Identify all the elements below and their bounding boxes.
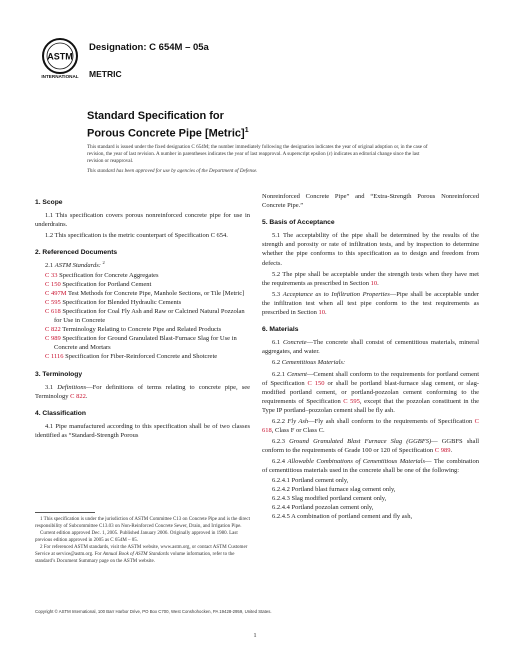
reference-item: C 497M Test Methods for Concrete Pipe, Manhole Sections, or Tile [Metric] (45, 289, 245, 297)
paragraph-6-2-2: 6.2.2 Fly Ash—Fly ash shall conform to the requirements of Specification C 618, Class F or Class C. (262, 417, 480, 435)
document-title (87, 110, 249, 141)
paragraph-3-1: 3.1 Definitions—For definitions of terms relating to concrete pipe, see Terminology C 822. (35, 383, 250, 400)
reference-link[interactable]: C 595 (45, 298, 61, 306)
footnotes (35, 517, 250, 566)
footnote-1: 1 This specification is under the jurisdiction of ASTM Committee C13 on Concrete Pipe and is the direct responsibility of Subcommittee C13.03 on Non-Reinforced Concrete Sewer, Drain, and Irrigation Pipe. (35, 517, 251, 529)
c618-link[interactable]: C 618 (262, 417, 480, 435)
paragraph-6-2-4: 6.2.4 Allowable Combinations of Cementitious Materials— The combination of cementitious materials used in the concrete shall be one of the following: (262, 458, 480, 475)
logo-subtext: INTERNATIONAL (41, 74, 79, 79)
reference-link[interactable]: C 497M (45, 289, 67, 297)
title-line-1: Standard Specification for (87, 110, 224, 122)
paragraph-6-2: 6.2 Cementitious Materials: (272, 359, 346, 367)
paragraph-1-2: 1.2 This specification is the metric counterpart of Specification C 654. (45, 232, 228, 240)
combination-item: 6.2.4.1 Portland cement only, (272, 476, 349, 484)
section-10-link[interactable]: 10 (318, 309, 325, 317)
section-3-heading: 3. Terminology (35, 370, 83, 378)
reference-item: C 618 Specification for Coal Fly Ash and Raw or Calcined Natural Pozzolan for Use in Concrete (45, 307, 245, 325)
reference-item: C 822 Terminology Relating to Concrete Pipe and Related Products (45, 326, 222, 334)
section-1-heading: 1. Scope (35, 199, 63, 206)
section-10-link[interactable]: 10 (370, 279, 378, 287)
reference-link[interactable]: C 989 (45, 335, 61, 343)
reference-item: C 33 Specification for Concrete Aggregates (45, 271, 159, 279)
paragraph-5-1: 5.1 The acceptability of the pipe shall be determined by the results of the strength and porosity or rate of infiltration tests, and by inspection to determine whether the pipe conforms to this specification as to design and freedom from defects. (262, 232, 479, 267)
paragraph-6-1: 6.1 Concrete—The concrete shall consist of cementitious materials, mineral aggregates, and water. (262, 339, 479, 356)
paragraph-2-1: 2.1 ASTM Standards: $^2$ (45, 260, 105, 270)
reference-item: C 989 Specification for Ground Granulated Blast-Furnace Slag for Use in Concrete and Mortars (45, 335, 237, 352)
page-number: 1 (253, 632, 257, 639)
paragraph-4-1: 4.1 Pipe manufactured according to this specification shall be of two classes identified as “Standard-Strength Porous (35, 422, 250, 439)
metric-label: METRIC (89, 69, 122, 79)
footnote-1-edition: Current edition approved Dec. 1, 2005. Published January 2006. Originally approved in 1980. Last previous edition approved in 2005 as C 654M – 05. (35, 531, 238, 543)
reference-link[interactable]: C 150 (45, 280, 61, 288)
section-2-heading: 2. Referenced Documents (35, 249, 118, 257)
c989-link[interactable]: C 989 (434, 447, 451, 455)
paragraph-6-2-3: 6.2.3 Ground Granulated Blast Furnace Slag (GGBFS)— GGBFS shall conform to the requirements of Grade 100 or 120 of Specification C 989. (262, 438, 479, 455)
issuance-paragraph: This standard is issued under the fixed designation C 654M; the number immediately following the designation indicates the year of original adoption or, in the case of revision, the year of last revision. A number in parentheses indicates the year of last reapproval. A superscript epsilon (ε) indicates an editorial change since the last revision or reapproval. (87, 144, 428, 165)
combination-item: 6.2.4.4 Portland pozzolan cement only, (272, 503, 374, 511)
combination-item: 6.2.4.2 Portland blast furnace slag cement only, (272, 485, 396, 493)
reference-item: C 1116 Specification for Fiber-Reinforced Concrete and Shotcrete (45, 353, 218, 361)
issuance-notice (87, 144, 437, 178)
combination-item: 6.2.4.5 A combination of portland cement and fly ash, (272, 512, 413, 520)
reference-item: C 595 Specification for Blended Hydraulic Cements (45, 298, 182, 306)
paragraph-4-1-continued: Nonreinforced Concrete Pipe” and “Extra-Strength Porous Nonreinforced Concrete Pipe.” (262, 193, 479, 210)
designation: Designation: C 654M – 05a (89, 42, 209, 53)
title-footnote-mark: 1 (244, 126, 249, 134)
paragraph-1-1: 1.1 This specification covers porous nonreinforced concrete pipe for use in underdrains. (35, 212, 250, 229)
footnote-2-mark: 2 (102, 260, 105, 266)
reference-item: C 150 Specification for Portland Cement (45, 280, 152, 288)
title-line-2: Porous Concrete Pipe [Metric]$^1$ (87, 126, 249, 140)
section-5-heading: 5. Basis of Acceptance (262, 219, 335, 227)
right-column (262, 192, 479, 521)
paragraph-5-3: 5.3 Acceptance as to Infiltration Properties—Pipe shall be acceptable under the infiltration test when all test pipe conform to the test requirements as prescribed in Section 10. (262, 290, 479, 317)
astm-logo (40, 36, 80, 80)
c822-link[interactable]: C 822 (70, 392, 86, 400)
footnote-divider (35, 512, 95, 513)
reference-link[interactable]: C 618 (45, 307, 61, 315)
c150-link[interactable]: C 150 (307, 379, 325, 387)
section-4-heading: 4. Classification (35, 409, 86, 417)
c595-link[interactable]: C 595 (343, 397, 360, 405)
reference-link[interactable]: C 33 (45, 271, 58, 279)
paragraph-6-2-1: 6.2.1 Cement—Cement shall conform to the requirements for portland cement of Specification C 150 or shall be portland blast-furnace slag cement, or slag-modified portland cement, or portland-pozzolan cement conforming to the requirements of Specification C 595, except that the pozzolan constituent in the Type IP portland–pozzolan cement shall be fly ash. (262, 370, 480, 414)
logo-text: ASTM (47, 51, 73, 62)
footnote-2: 2 For referenced ASTM standards, visit the ASTM website, www.astm.org, or contact ASTM Customer Service at service@astm.org. For Annual Book of ASTM Standards volume information, refer to the standard’s Document Summary page on the ASTM website. (35, 545, 248, 564)
reference-link[interactable]: C 822 (45, 326, 61, 334)
copyright-notice: Copyright © ASTM International, 100 Barr Harbor Drive, PO Box C700, West Conshohocken, PA 19428-2959, United States. (35, 609, 272, 614)
left-column (35, 192, 250, 440)
paragraph-5-2: 5.2 The pipe shall be acceptable under the strength tests when they have met the requirements as prescribed in Section 10. (262, 270, 479, 287)
reference-link[interactable]: C 1116 (45, 353, 64, 361)
combination-item: 6.2.4.3 Slag modified portland cement only, (272, 494, 387, 502)
dod-approval-note: This standard has been approved for use by agencies of the Department of Defense. (87, 168, 258, 175)
section-6-heading: 6. Materials (262, 326, 299, 334)
